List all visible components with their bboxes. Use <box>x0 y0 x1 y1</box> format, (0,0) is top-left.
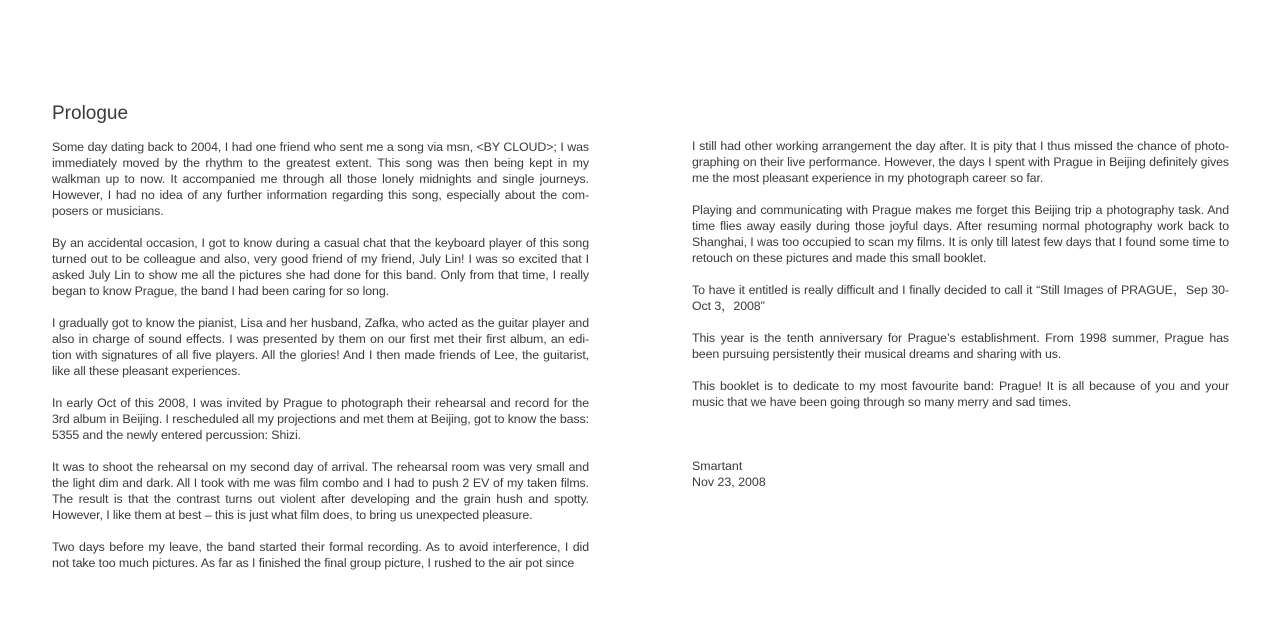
paragraph: I still had other working arrangement the day after. It is pity that I thus missed the chance of photo-graphing on their live performance. However, the days I spent with Prague in Beijing definitely gives me the most pleasant experience in my photograph career so far. <box>692 139 1229 185</box>
paragraph: This year is the tenth anniversary for Prague’s establishment. From 1998 summer, Prague has been pursuing persistently their musical dreams and sharing with us. <box>692 331 1229 361</box>
paragraph: Two days before my leave, the band started their formal recording. As to avoid interference, I did not take too much pictures. As far as I finished the final group picture, I rushed to the air pot since <box>52 540 589 570</box>
signature-date: Nov 23, 2008 <box>692 475 766 489</box>
left-page <box>52 102 589 587</box>
paragraph: It was to shoot the rehearsal on my second day of arrival. The rehearsal room was very small and the light dim and dark. All I took with me was film combo and I had to push 2 EV of my taken films. The result is that the contrast turns out violent after developing and the grain hush and spotty. However, I like them at best – this is just what film does, to bring us unexpected pleasure. <box>52 460 589 522</box>
signature-name: Smartant <box>692 459 743 473</box>
paragraph: I gradually got to know the pianist, Lisa and her husband, Zafka, who acted as the guitar player and also in charge of sound effects. I was presented by them on our first met their first album, an edi-tion with signatures of all five players. All the glories! And I then made friends of Lee, the guitarist, like all these pleasant experiences. <box>52 316 589 378</box>
paragraph: By an accidental occasion, I got to know during a casual chat that the keyboard player of this song turned out to be colleague and also, very good friend of my friend, July Lin! I was so excited that I asked July Lin to show me all the pictures she had done for this band. Only from that time, I really began to know Prague, the band I had been caring for so long. <box>52 236 589 298</box>
paragraph: In early Oct of this 2008, I was invited by Prague to photograph their rehearsal and record for the 3rd album in Beijing. I rescheduled all my projections and met them at Beijing, got to know the bass: 5355 and the newly entered percussion: Shizi. <box>52 396 589 442</box>
paragraph: To have it entitled is really difficult and I finally decided to call it “Still Images of PRAGUE，Sep 30-Oct 3，2008” <box>692 283 1229 313</box>
signature <box>692 458 1229 490</box>
paragraph: Playing and communicating with Prague makes me forget this Beijing trip a photography task. And time flies away easily during those joyful days. After resuming normal photography work back to Shanghai, I was too occupied to scan my films. It is only till latest few days that I found some time to retouch on these pictures and made this small booklet. <box>692 203 1229 265</box>
paragraph: Some day dating back to 2004, I had one friend who sent me a song via msn, <BY CLOUD>; I was immediately moved by the rhythm to the greatest extent. This song was then being kept in my walkman up to now. It accompanied me through all those lonely midnights and single journeys. However, I had no idea of any further information regarding this song, especially about the com-posers or musicians. <box>52 140 589 218</box>
right-page <box>692 138 1229 490</box>
page-title: Prologue <box>52 103 129 124</box>
paragraph: This booklet is to dedicate to my most favourite band: Prague! It is all because of you and your music that we have been going through so many merry and sad times. <box>692 379 1229 409</box>
